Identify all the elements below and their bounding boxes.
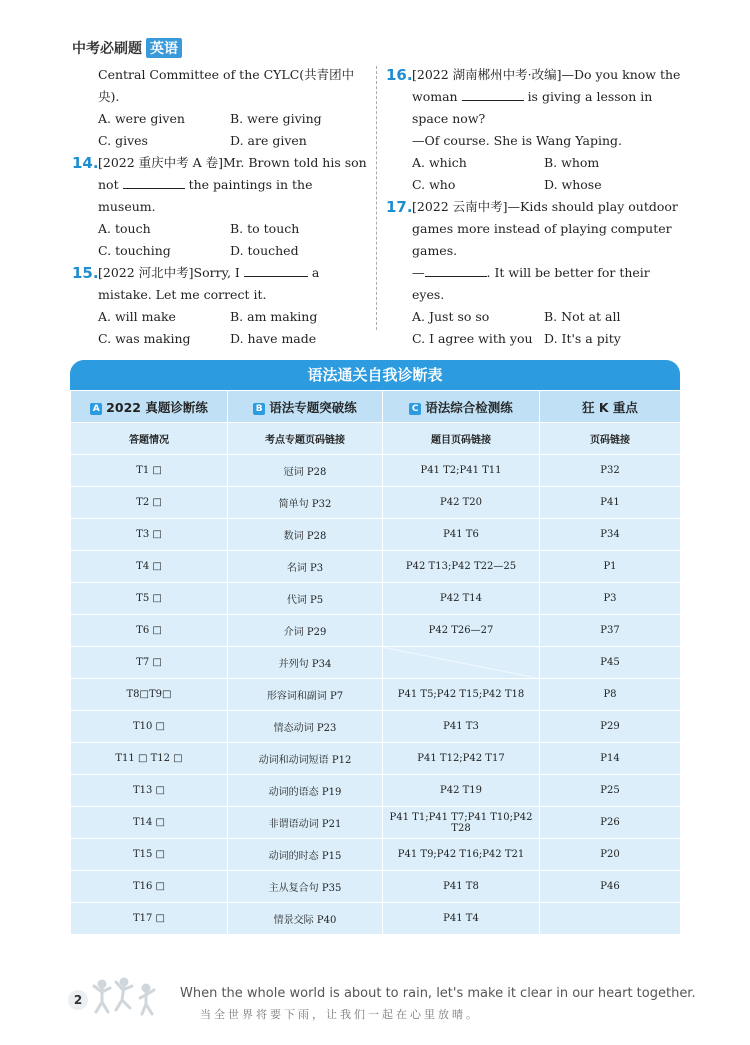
table-cell: 动词和动词短语 P12 xyxy=(228,743,383,775)
diagnosis-table xyxy=(70,390,681,935)
table-body xyxy=(71,455,681,935)
table-cell: 名词 P3 xyxy=(228,551,383,583)
table-cell: T1 □ xyxy=(71,455,228,487)
table-row xyxy=(71,839,681,871)
table-cell xyxy=(383,647,540,679)
question-17 xyxy=(386,196,682,262)
question-stem-end: a mistake. Let me correct it. xyxy=(98,265,320,302)
table-cell: 情景交际 P40 xyxy=(228,903,383,935)
table-cell: 情态动词 P23 xyxy=(228,711,383,743)
table-cell: 并列句 P34 xyxy=(228,647,383,679)
section-c-header: C 语法综合检测练 xyxy=(383,391,540,423)
question-stem: [2022 重庆中考 A 卷]Mr. Brown told his son not xyxy=(98,155,367,192)
right-question-column xyxy=(386,64,682,350)
footer-quote-en: When the whole world is about to rain, let's make it clear in our heart together. xyxy=(180,986,696,1001)
option: B. to touch xyxy=(230,221,300,236)
table-cell: T15 □ xyxy=(71,839,228,871)
table-cell: 冠词 P28 xyxy=(228,455,383,487)
table-cell: P41 T12;P42 T17 xyxy=(383,743,540,775)
column-header: 答题情况 xyxy=(71,423,228,455)
table-row xyxy=(71,615,681,647)
question-number: 16. xyxy=(386,66,413,84)
column-header: 题目页码链接 xyxy=(383,423,540,455)
table-cell: 数词 P28 xyxy=(228,519,383,551)
table-cell: P41 xyxy=(540,487,681,519)
question-number: 14. xyxy=(72,154,99,172)
table-cell: 非谓语动词 P21 xyxy=(228,807,383,839)
option: D. touched xyxy=(230,243,299,258)
table-row xyxy=(71,519,681,551)
question-15 xyxy=(72,262,368,306)
question-number: 17. xyxy=(386,198,413,216)
table-cell: P37 xyxy=(540,615,681,647)
running-header xyxy=(72,38,182,58)
answer-blank[interactable] xyxy=(244,264,308,277)
table-cell: P42 T26—27 xyxy=(383,615,540,647)
table-cell: T7 □ xyxy=(71,647,228,679)
option: C. gives xyxy=(98,133,148,148)
table-row xyxy=(71,775,681,807)
question-stem-end: . It will be better for their eyes. xyxy=(412,265,650,302)
column-header-row xyxy=(71,423,681,455)
diagnosis-table-title: 语法通关自我诊断表 xyxy=(70,360,680,390)
table-cell: T4 □ xyxy=(71,551,228,583)
question-stem-end: is giving a lesson in space now? xyxy=(412,89,653,126)
option: D. have made xyxy=(230,331,317,346)
table-cell: 形容词和副词 P7 xyxy=(228,679,383,711)
section-a-header: A 2022 真题诊断练 xyxy=(71,391,228,423)
table-cell: T8□T9□ xyxy=(71,679,228,711)
table-cell: T10 □ xyxy=(71,711,228,743)
table-cell: P8 xyxy=(540,679,681,711)
question-13-options xyxy=(72,108,368,152)
question-number: 15. xyxy=(72,264,99,282)
option: A. Just so so xyxy=(412,309,490,324)
table-cell: P41 T6 xyxy=(383,519,540,551)
table-cell xyxy=(540,903,681,935)
option: B. am making xyxy=(230,309,318,324)
table-cell: P14 xyxy=(540,743,681,775)
table-cell: P41 T4 xyxy=(383,903,540,935)
table-cell: T11 □ T12 □ xyxy=(71,743,228,775)
left-question-column xyxy=(72,64,368,350)
badge-c: C xyxy=(409,403,421,415)
option: C. touching xyxy=(98,243,171,258)
option: D. are given xyxy=(230,133,307,148)
section-header-row xyxy=(71,391,681,423)
table-cell: P34 xyxy=(540,519,681,551)
table-row xyxy=(71,903,681,935)
question-14 xyxy=(72,152,368,218)
table-cell: P42 T13;P42 T22—25 xyxy=(383,551,540,583)
badge-b: B xyxy=(253,403,265,415)
option: D. It's a pity xyxy=(544,331,621,346)
table-row xyxy=(71,807,681,839)
question-stem: [2022 云南中考]—Kids should play outdoor games more instead of playing computer games. xyxy=(412,199,678,258)
table-cell: P41 T3 xyxy=(383,711,540,743)
table-cell: P41 T8 xyxy=(383,871,540,903)
table-cell: P41 T9;P42 T16;P42 T21 xyxy=(383,839,540,871)
table-cell: P26 xyxy=(540,807,681,839)
table-cell: T13 □ xyxy=(71,775,228,807)
option: C. I agree with you xyxy=(412,331,533,346)
question-13-tail: Central Committee of the CYLC(共青团中央). xyxy=(98,67,355,104)
reply-dash: — xyxy=(412,265,425,280)
subject-tag: 英语 xyxy=(146,38,182,58)
table-cell: P46 xyxy=(540,871,681,903)
table-cell: T5 □ xyxy=(71,583,228,615)
table-cell: T17 □ xyxy=(71,903,228,935)
table-cell: 主从复合句 P35 xyxy=(228,871,383,903)
table-cell: P1 xyxy=(540,551,681,583)
column-header: 页码链接 xyxy=(540,423,681,455)
table-cell: 动词的语态 P19 xyxy=(228,775,383,807)
option: A. were given xyxy=(98,111,185,126)
question-17-options xyxy=(386,306,682,350)
question-16-reply: —Of course. She is Wang Yaping. xyxy=(412,133,623,148)
table-row xyxy=(71,679,681,711)
table-cell: P41 T2;P41 T11 xyxy=(383,455,540,487)
table-row xyxy=(71,871,681,903)
option: A. will make xyxy=(98,309,176,324)
table-cell: P25 xyxy=(540,775,681,807)
table-cell: T14 □ xyxy=(71,807,228,839)
table-cell: P29 xyxy=(540,711,681,743)
question-stem: [2022 河北中考]Sorry, I xyxy=(98,265,240,280)
option: B. were giving xyxy=(230,111,322,126)
table-cell: 代词 P5 xyxy=(228,583,383,615)
table-row xyxy=(71,551,681,583)
table-row xyxy=(71,455,681,487)
option: B. Not at all xyxy=(544,309,621,324)
table-cell: P32 xyxy=(540,455,681,487)
table-cell: P41 T5;P42 T15;P42 T18 xyxy=(383,679,540,711)
question-stem: [2022 湖南郴州中考·改编]—Do you know the woman xyxy=(412,67,681,104)
table-cell: 简单句 P32 xyxy=(228,487,383,519)
table-row xyxy=(71,647,681,679)
question-17-reply xyxy=(386,262,682,306)
footer-quote-cn: 当全世界将要下雨，让我们一起在心里放晴。 xyxy=(200,1008,480,1021)
table-cell: P42 T19 xyxy=(383,775,540,807)
table-cell: T2 □ xyxy=(71,487,228,519)
option: C. was making xyxy=(98,331,191,346)
option: D. whose xyxy=(544,177,602,192)
table-cell: P45 xyxy=(540,647,681,679)
table-cell: T3 □ xyxy=(71,519,228,551)
answer-blank[interactable] xyxy=(462,88,524,101)
table-row xyxy=(71,711,681,743)
option: A. touch xyxy=(98,221,151,236)
question-stem-end: the paintings in the museum. xyxy=(98,177,313,214)
table-row xyxy=(71,487,681,519)
section-b-header: B 语法专题突破练 xyxy=(228,391,383,423)
page-number: 2 xyxy=(68,990,88,1010)
table-cell: P3 xyxy=(540,583,681,615)
table-cell: P41 T1;P41 T7;P41 T10;P42 T28 xyxy=(383,807,540,839)
option: C. who xyxy=(412,177,456,192)
answer-blank[interactable] xyxy=(123,176,185,189)
answer-blank[interactable] xyxy=(425,264,487,277)
book-title: 中考必刷题 xyxy=(72,41,142,57)
table-cell: 动词的时态 P15 xyxy=(228,839,383,871)
table-row xyxy=(71,743,681,775)
table-cell: T6 □ xyxy=(71,615,228,647)
table-cell: T16 □ xyxy=(71,871,228,903)
section-k-header: 狂 K 重点 xyxy=(540,391,681,423)
question-16-options xyxy=(386,152,682,196)
column-divider xyxy=(376,66,377,330)
table-cell: P20 xyxy=(540,839,681,871)
question-14-options xyxy=(72,218,368,262)
option: B. whom xyxy=(544,155,600,170)
badge-a: A xyxy=(90,403,102,415)
table-cell: P42 T14 xyxy=(383,583,540,615)
question-16 xyxy=(386,64,682,130)
option: A. which xyxy=(412,155,467,170)
table-cell: 介词 P29 xyxy=(228,615,383,647)
question-15-options xyxy=(72,306,368,350)
table-row xyxy=(71,583,681,615)
table-cell: P42 T20 xyxy=(383,487,540,519)
column-header: 考点专题页码链接 xyxy=(228,423,383,455)
